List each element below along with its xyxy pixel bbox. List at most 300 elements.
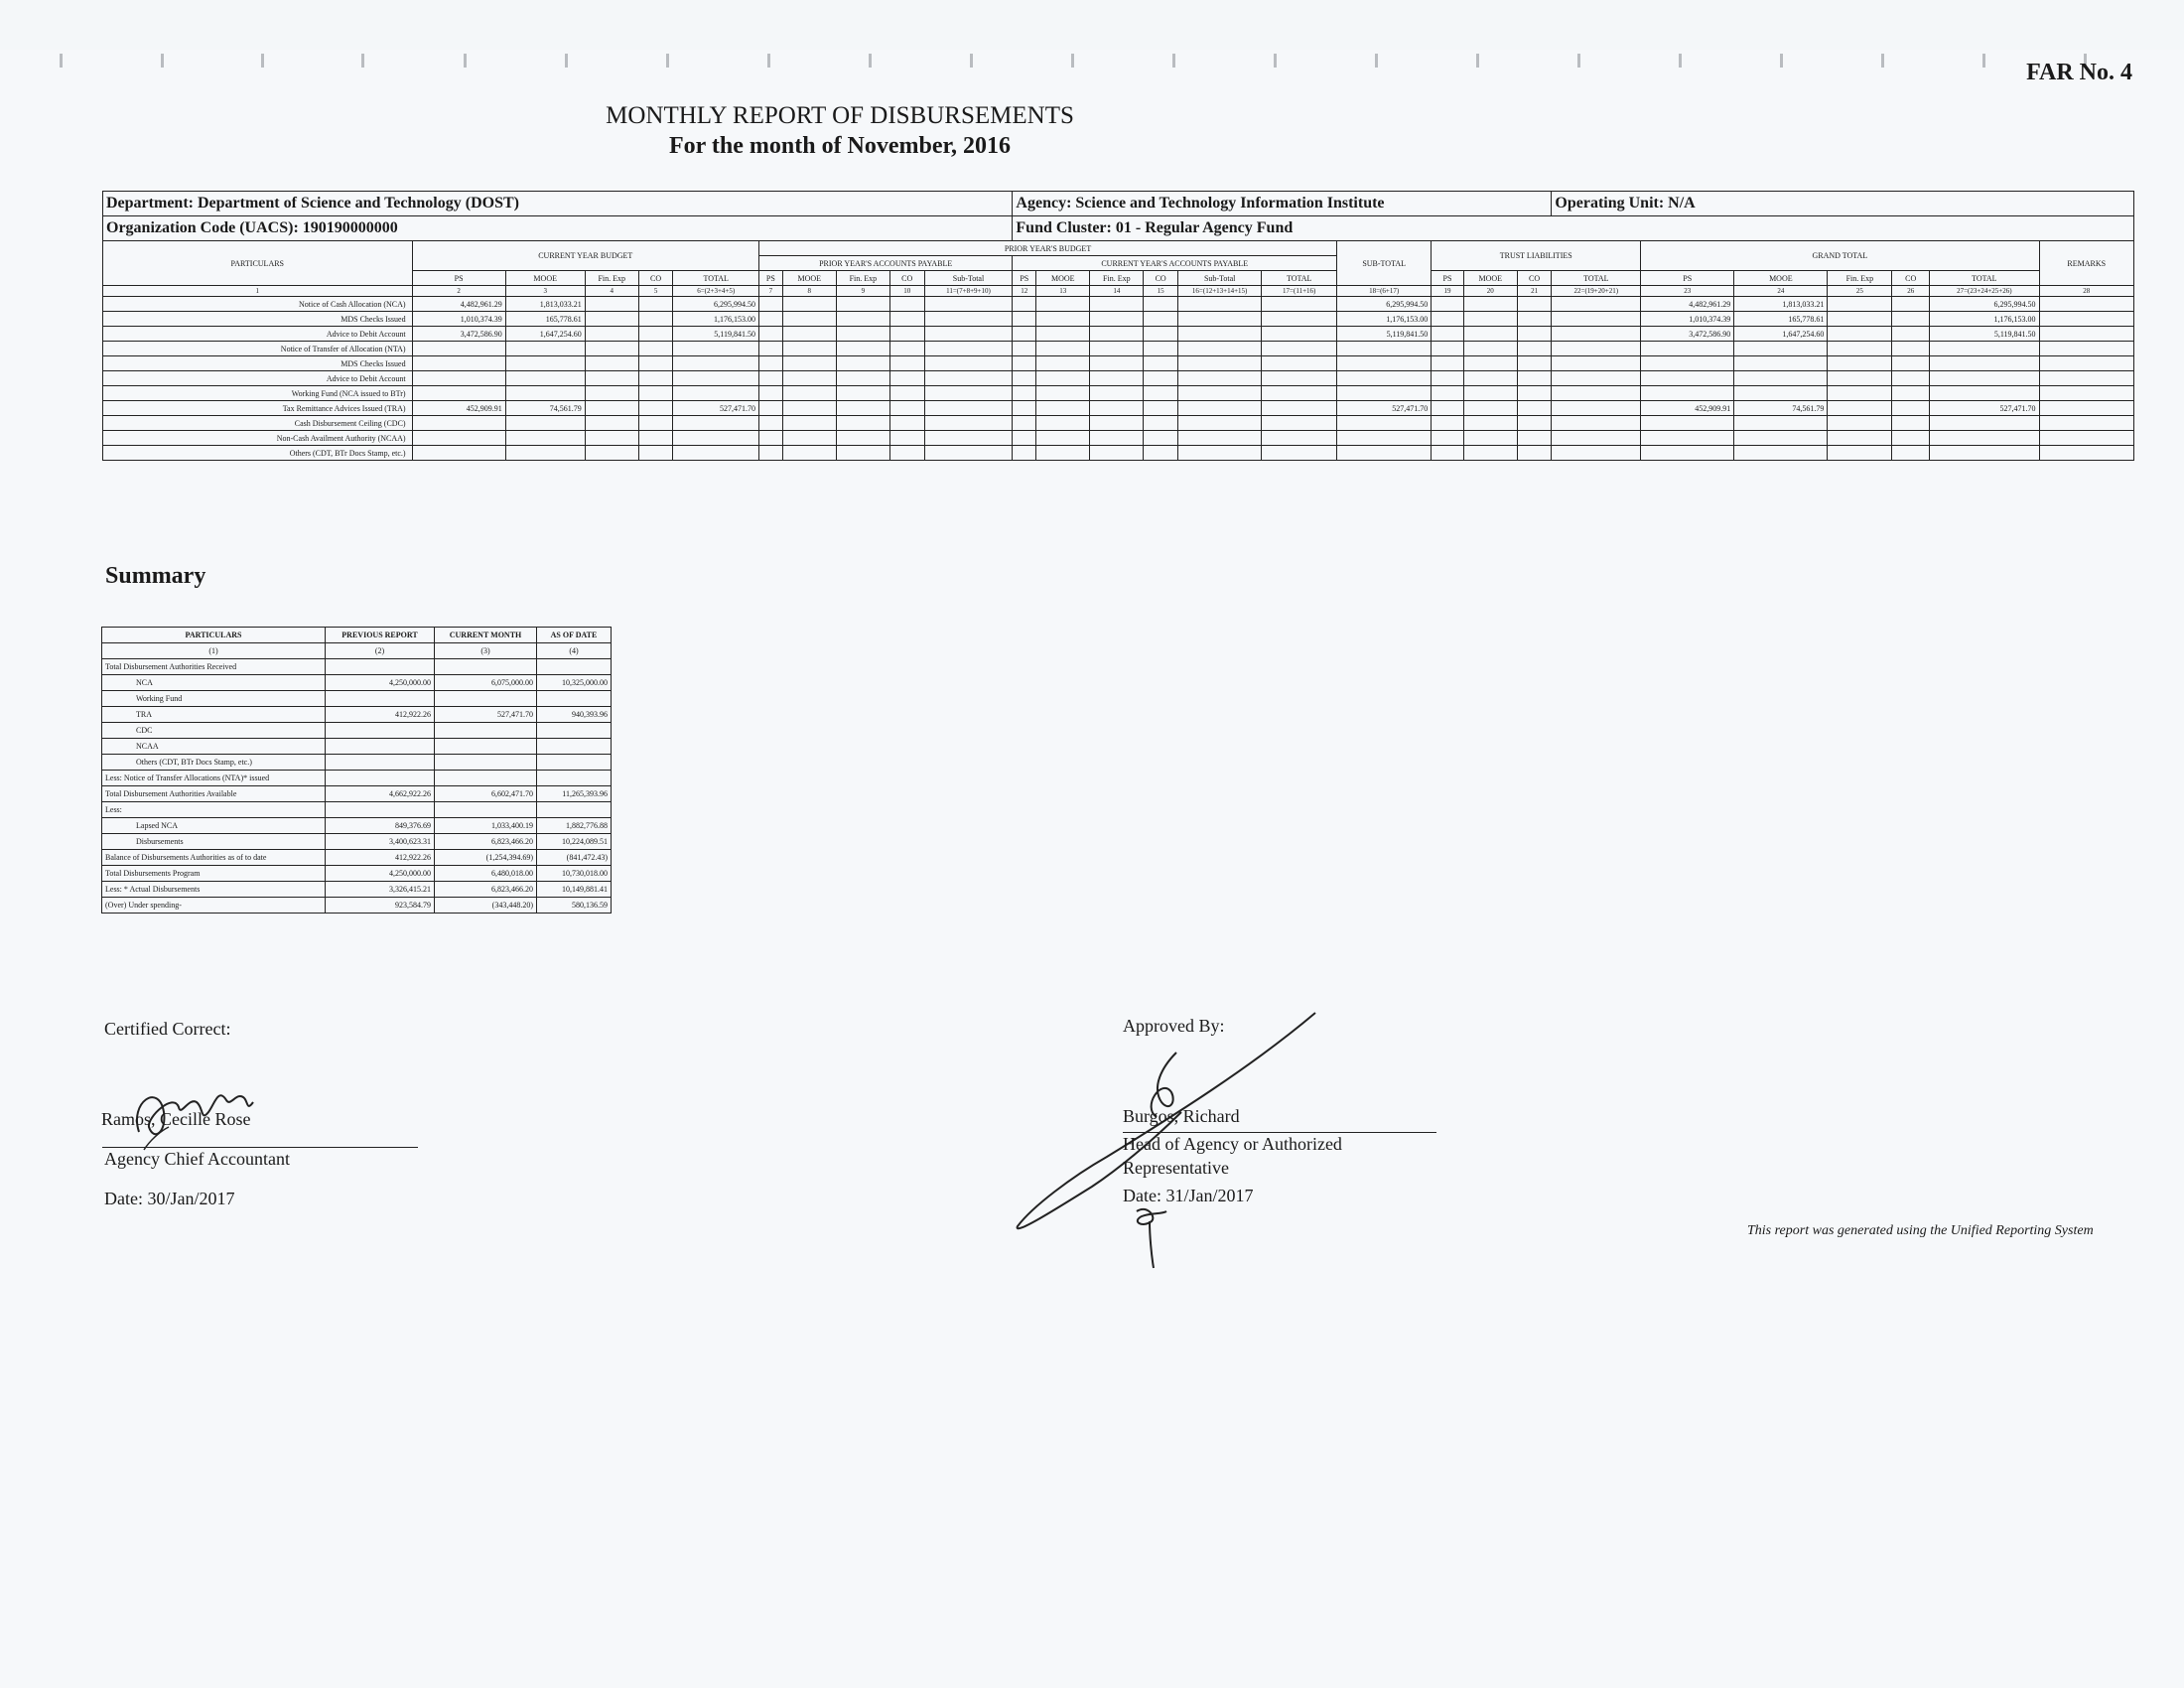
amount-cell — [1641, 386, 1734, 401]
table-row — [103, 371, 2134, 386]
amount-cell: 1,176,153.00 — [1337, 312, 1432, 327]
empty-cell — [782, 356, 836, 371]
empty-cell — [1892, 342, 1930, 356]
empty-cell — [1552, 371, 1641, 386]
empty-cell — [1552, 431, 1641, 446]
operating-unit-cell: Operating Unit: N/A — [1552, 192, 2134, 216]
amount-cell: 6,295,994.50 — [1337, 297, 1432, 312]
empty-cell — [1036, 342, 1090, 356]
grand-total-header: GRAND TOTAL — [1641, 241, 2039, 271]
empty-cell — [1036, 297, 1090, 312]
amount-cell — [412, 386, 505, 401]
summary-amount: 940,393.96 — [537, 707, 612, 723]
empty-cell — [1144, 386, 1178, 401]
table-row — [103, 342, 2134, 356]
table-row — [103, 312, 2134, 327]
empty-cell — [1463, 371, 1517, 386]
approver-name: Burgos, Richard — [1123, 1106, 1240, 1126]
column-number: 24 — [1734, 286, 1828, 297]
empty-cell — [782, 386, 836, 401]
empty-cell — [1036, 431, 1090, 446]
column-number: 25 — [1828, 286, 1892, 297]
empty-cell — [889, 371, 924, 386]
amount-cell — [1337, 342, 1432, 356]
column-number: 7 — [758, 286, 782, 297]
empty-cell — [1090, 327, 1144, 342]
empty-cell — [836, 386, 889, 401]
empty-cell — [1144, 356, 1178, 371]
empty-cell — [1013, 342, 1036, 356]
empty-cell — [1828, 356, 1892, 371]
summary-amount: 3,326,415.21 — [326, 882, 435, 898]
summary-amount: 6,823,466.20 — [435, 882, 537, 898]
amount-cell — [1337, 446, 1432, 461]
column-number: 5 — [638, 286, 673, 297]
amount-cell — [505, 416, 585, 431]
empty-cell — [1463, 386, 1517, 401]
amount-cell — [412, 371, 505, 386]
empty-cell — [1517, 446, 1552, 461]
empty-cell — [1463, 401, 1517, 416]
empty-cell — [1036, 312, 1090, 327]
empty-cell — [758, 431, 782, 446]
empty-cell — [1828, 416, 1892, 431]
column-number: 23 — [1641, 286, 1734, 297]
summary-row — [102, 755, 612, 771]
empty-cell — [758, 312, 782, 327]
amount-cell — [1641, 446, 1734, 461]
empty-cell — [1828, 446, 1892, 461]
summary-amount — [435, 739, 537, 755]
certifier-signature-line — [102, 1147, 418, 1148]
empty-cell — [1013, 416, 1036, 431]
empty-cell — [638, 446, 673, 461]
summary-row — [102, 723, 612, 739]
column-number: 26 — [1892, 286, 1930, 297]
empty-cell — [758, 386, 782, 401]
column-number: 2 — [412, 286, 505, 297]
row-label: Advice to Debit Account — [103, 327, 413, 342]
empty-cell — [1432, 342, 1463, 356]
empty-cell — [889, 356, 924, 371]
empty-cell — [1517, 401, 1552, 416]
amount-cell: 452,909.91 — [1641, 401, 1734, 416]
empty-cell — [1552, 297, 1641, 312]
row-label: Notice of Transfer of Allocation (NTA) — [103, 342, 413, 356]
empty-cell — [1177, 431, 1261, 446]
empty-cell — [1892, 416, 1930, 431]
summary-amount: 10,325,000.00 — [537, 675, 612, 691]
empty-cell — [1036, 327, 1090, 342]
empty-cell — [1013, 312, 1036, 327]
empty-cell — [1432, 431, 1463, 446]
empty-cell — [1828, 297, 1892, 312]
col-ps: PS — [758, 271, 782, 286]
empty-cell — [1463, 297, 1517, 312]
empty-cell — [2039, 446, 2133, 461]
empty-cell — [758, 297, 782, 312]
amount-cell — [505, 431, 585, 446]
col-total: TOTAL — [673, 271, 759, 286]
amount-cell: 527,471.70 — [673, 401, 759, 416]
col-sub-total: Sub-Total — [1177, 271, 1261, 286]
column-number: 27=(23+24+25+26) — [1930, 286, 2039, 297]
amount-cell — [1337, 386, 1432, 401]
amount-cell: 6,295,994.50 — [1930, 297, 2039, 312]
amount-cell: 527,471.70 — [1930, 401, 2039, 416]
col-sub-total: Sub-Total — [924, 271, 1013, 286]
column-number: 15 — [1144, 286, 1178, 297]
summary-amount — [537, 659, 612, 675]
empty-cell — [1552, 416, 1641, 431]
empty-cell — [1090, 431, 1144, 446]
empty-cell — [1892, 327, 1930, 342]
column-number: 16=(12+13+14+15) — [1177, 286, 1261, 297]
summary-colnum: (2) — [326, 643, 435, 659]
empty-cell — [585, 371, 638, 386]
amount-cell — [505, 386, 585, 401]
empty-cell — [585, 401, 638, 416]
empty-cell — [1552, 446, 1641, 461]
prior-years-budget-header: PRIOR YEAR'S BUDGET — [758, 241, 1336, 256]
org-code-cell: Organization Code (UACS): 190190000000 — [103, 216, 1013, 241]
amount-cell — [1930, 431, 2039, 446]
empty-cell — [1090, 371, 1144, 386]
empty-cell — [1036, 386, 1090, 401]
summary-row — [102, 786, 612, 802]
summary-amount: (841,472.43) — [537, 850, 612, 866]
column-number: 8 — [782, 286, 836, 297]
certifier-position: Agency Chief Accountant — [104, 1149, 290, 1169]
empty-cell — [1013, 446, 1036, 461]
empty-cell — [1262, 297, 1337, 312]
empty-cell — [1463, 431, 1517, 446]
column-number-row — [103, 286, 2134, 297]
amount-cell — [1734, 446, 1828, 461]
empty-cell — [638, 312, 673, 327]
summary-label: Total Disbursements Program — [102, 866, 326, 882]
empty-cell — [2039, 371, 2133, 386]
empty-cell — [1013, 356, 1036, 371]
table-row — [103, 431, 2134, 446]
column-number: 19 — [1432, 286, 1463, 297]
col-fin-exp: Fin. Exp — [585, 271, 638, 286]
table-row — [103, 386, 2134, 401]
fund-cluster-cell: Fund Cluster: 01 - Regular Agency Fund — [1013, 216, 2134, 241]
empty-cell — [782, 401, 836, 416]
empty-cell — [1262, 401, 1337, 416]
empty-cell — [1036, 416, 1090, 431]
sub-total-header: SUB-TOTAL — [1337, 241, 1432, 286]
amount-cell — [412, 356, 505, 371]
summary-label: Disbursements — [102, 834, 326, 850]
summary-label: (Over) Under spending- — [102, 898, 326, 914]
summary-amount — [326, 691, 435, 707]
empty-cell — [1144, 342, 1178, 356]
summary-amount: 1,882,776.88 — [537, 818, 612, 834]
empty-cell — [1828, 312, 1892, 327]
empty-cell — [1432, 386, 1463, 401]
summary-colnum: (3) — [435, 643, 537, 659]
form-number: FAR No. 4 — [2026, 60, 2132, 85]
empty-cell — [1892, 401, 1930, 416]
empty-cell — [1517, 431, 1552, 446]
empty-cell — [1262, 342, 1337, 356]
amount-cell — [673, 342, 759, 356]
amount-cell — [1930, 446, 2039, 461]
empty-cell — [889, 327, 924, 342]
amount-cell — [412, 342, 505, 356]
report-title — [0, 101, 1680, 161]
empty-cell — [889, 401, 924, 416]
empty-cell — [1036, 401, 1090, 416]
summary-row — [102, 802, 612, 818]
summary-label: Less: * Actual Disbursements — [102, 882, 326, 898]
amount-cell: 1,813,033.21 — [1734, 297, 1828, 312]
empty-cell — [1262, 327, 1337, 342]
column-number: 6=(2+3+4+5) — [673, 286, 759, 297]
footer-note: This report was generated using the Unified Reporting System — [1747, 1223, 2094, 1238]
empty-cell — [2039, 416, 2133, 431]
empty-cell — [1892, 386, 1930, 401]
empty-cell — [1517, 342, 1552, 356]
col-ps: PS — [1013, 271, 1036, 286]
empty-cell — [1828, 371, 1892, 386]
empty-cell — [1432, 371, 1463, 386]
empty-cell — [585, 297, 638, 312]
summary-amount — [326, 723, 435, 739]
empty-cell — [585, 431, 638, 446]
amount-cell: 74,561.79 — [505, 401, 585, 416]
column-number: 3 — [505, 286, 585, 297]
empty-cell — [1828, 327, 1892, 342]
amount-cell — [505, 446, 585, 461]
empty-cell — [889, 312, 924, 327]
row-label: Others (CDT, BTr Docs Stamp, etc.) — [103, 446, 413, 461]
amount-cell — [673, 446, 759, 461]
col-co: CO — [889, 271, 924, 286]
particulars-header: PARTICULARS — [103, 241, 413, 286]
summary-amount: 4,250,000.00 — [326, 866, 435, 882]
summary-amount: 11,265,393.96 — [537, 786, 612, 802]
empty-cell — [1463, 416, 1517, 431]
summary-amount — [435, 723, 537, 739]
summary-amount — [326, 659, 435, 675]
empty-cell — [924, 446, 1013, 461]
col-ps: PS — [1641, 271, 1734, 286]
summary-amount: 6,075,000.00 — [435, 675, 537, 691]
amount-cell: 4,482,961.29 — [412, 297, 505, 312]
empty-cell — [1090, 401, 1144, 416]
empty-cell — [1144, 297, 1178, 312]
col-co: CO — [1144, 271, 1178, 286]
summary-amount: 849,376.69 — [326, 818, 435, 834]
empty-cell — [2039, 401, 2133, 416]
summary-amount — [537, 691, 612, 707]
col-mooe: MOOE — [1463, 271, 1517, 286]
summary-amount — [435, 771, 537, 786]
col-total: TOTAL — [1262, 271, 1337, 286]
amount-cell: 527,471.70 — [1337, 401, 1432, 416]
empty-cell — [638, 297, 673, 312]
summary-amount — [537, 771, 612, 786]
empty-cell — [1432, 416, 1463, 431]
empty-cell — [1517, 327, 1552, 342]
empty-cell — [836, 431, 889, 446]
amount-cell: 1,647,254.60 — [505, 327, 585, 342]
summary-header-previous: PREVIOUS REPORT — [326, 628, 435, 643]
amount-cell — [1337, 431, 1432, 446]
amount-cell: 6,295,994.50 — [673, 297, 759, 312]
empty-cell — [782, 446, 836, 461]
summary-amount — [435, 691, 537, 707]
summary-amount: 412,922.26 — [326, 707, 435, 723]
amount-cell — [412, 416, 505, 431]
empty-cell — [758, 446, 782, 461]
amount-cell: 3,472,586.90 — [412, 327, 505, 342]
empty-cell — [1552, 386, 1641, 401]
empty-cell — [1013, 401, 1036, 416]
empty-cell — [1828, 386, 1892, 401]
summary-label: Less: Notice of Transfer Allocations (NTA)* issued — [102, 771, 326, 786]
empty-cell — [1013, 386, 1036, 401]
amount-cell — [1641, 431, 1734, 446]
column-number: 11=(7+8+9+10) — [924, 286, 1013, 297]
amount-cell — [1734, 386, 1828, 401]
amount-cell: 1,647,254.60 — [1734, 327, 1828, 342]
summary-label: CDC — [102, 723, 326, 739]
column-number: 21 — [1517, 286, 1552, 297]
empty-cell — [1177, 446, 1261, 461]
amount-cell — [1734, 431, 1828, 446]
amount-cell — [1930, 342, 2039, 356]
summary-amount — [435, 659, 537, 675]
amount-cell: 1,010,374.39 — [412, 312, 505, 327]
col-co: CO — [1892, 271, 1930, 286]
amount-cell: 3,472,586.90 — [1641, 327, 1734, 342]
column-number: 20 — [1463, 286, 1517, 297]
empty-cell — [1090, 356, 1144, 371]
summary-row — [102, 675, 612, 691]
column-number: 28 — [2039, 286, 2133, 297]
empty-cell — [1517, 371, 1552, 386]
amount-cell — [1641, 371, 1734, 386]
empty-cell — [1144, 327, 1178, 342]
summary-row — [102, 898, 612, 914]
empty-cell — [1432, 297, 1463, 312]
col-fin-exp: Fin. Exp — [1090, 271, 1144, 286]
amount-cell — [1734, 342, 1828, 356]
empty-cell — [2039, 312, 2133, 327]
amount-cell: 1,813,033.21 — [505, 297, 585, 312]
empty-cell — [1463, 356, 1517, 371]
empty-cell — [1463, 312, 1517, 327]
amount-cell — [505, 356, 585, 371]
empty-cell — [836, 297, 889, 312]
approved-heading: Approved By: — [1123, 1016, 1225, 1036]
summary-label: Total Disbursement Authorities Received — [102, 659, 326, 675]
amount-cell: 74,561.79 — [1734, 401, 1828, 416]
empty-cell — [782, 312, 836, 327]
empty-cell — [1892, 297, 1930, 312]
empty-cell — [1013, 431, 1036, 446]
summary-row — [102, 834, 612, 850]
summary-amount: (1,254,394.69) — [435, 850, 537, 866]
empty-cell — [924, 327, 1013, 342]
amount-cell — [1930, 371, 2039, 386]
amount-cell — [1641, 356, 1734, 371]
disbursements-table — [102, 191, 2134, 461]
summary-row — [102, 866, 612, 882]
empty-cell — [1432, 446, 1463, 461]
approver-signature-line — [1123, 1132, 1436, 1133]
column-number: 22=(19+20+21) — [1552, 286, 1641, 297]
empty-cell — [782, 327, 836, 342]
col-fin-exp: Fin. Exp — [836, 271, 889, 286]
empty-cell — [924, 356, 1013, 371]
empty-cell — [1552, 356, 1641, 371]
column-number: 17=(11+16) — [1262, 286, 1337, 297]
empty-cell — [758, 327, 782, 342]
amount-cell — [505, 371, 585, 386]
empty-cell — [782, 371, 836, 386]
summary-amount — [537, 723, 612, 739]
empty-cell — [836, 446, 889, 461]
summary-amount: 10,224,089.51 — [537, 834, 612, 850]
empty-cell — [1144, 401, 1178, 416]
amount-cell — [673, 416, 759, 431]
empty-cell — [585, 356, 638, 371]
summary-label: Lapsed NCA — [102, 818, 326, 834]
empty-cell — [1090, 446, 1144, 461]
table-row — [103, 356, 2134, 371]
empty-cell — [1892, 446, 1930, 461]
empty-cell — [924, 312, 1013, 327]
col-mooe: MOOE — [505, 271, 585, 286]
empty-cell — [2039, 327, 2133, 342]
amount-cell — [1734, 416, 1828, 431]
empty-cell — [1262, 416, 1337, 431]
empty-cell — [782, 431, 836, 446]
col-mooe: MOOE — [782, 271, 836, 286]
amount-cell — [1930, 386, 2039, 401]
empty-cell — [1090, 342, 1144, 356]
empty-cell — [758, 342, 782, 356]
column-number: 12 — [1013, 286, 1036, 297]
empty-cell — [782, 416, 836, 431]
empty-cell — [1828, 342, 1892, 356]
empty-cell — [1828, 401, 1892, 416]
summary-amount — [326, 739, 435, 755]
empty-cell — [638, 416, 673, 431]
department-cell: Department: Department of Science and Technology (DOST) — [103, 192, 1013, 216]
table-row — [103, 327, 2134, 342]
report-title-main: MONTHLY REPORT OF DISBURSEMENTS — [606, 102, 1074, 129]
row-label: Notice of Cash Allocation (NCA) — [103, 297, 413, 312]
summary-label: Balance of Disbursements Authorities as of to date — [102, 850, 326, 866]
summary-table — [101, 627, 612, 914]
empty-cell — [2039, 431, 2133, 446]
column-number: 4 — [585, 286, 638, 297]
current-ap-header: CURRENT YEAR'S ACCOUNTS PAYABLE — [1013, 256, 1337, 271]
col-ps: PS — [1432, 271, 1463, 286]
empty-cell — [1463, 327, 1517, 342]
trust-liabilities-header: TRUST LIABILITIES — [1432, 241, 1641, 271]
empty-cell — [758, 401, 782, 416]
empty-cell — [585, 416, 638, 431]
row-label: Non-Cash Availment Authority (NCAA) — [103, 431, 413, 446]
summary-amount — [537, 802, 612, 818]
